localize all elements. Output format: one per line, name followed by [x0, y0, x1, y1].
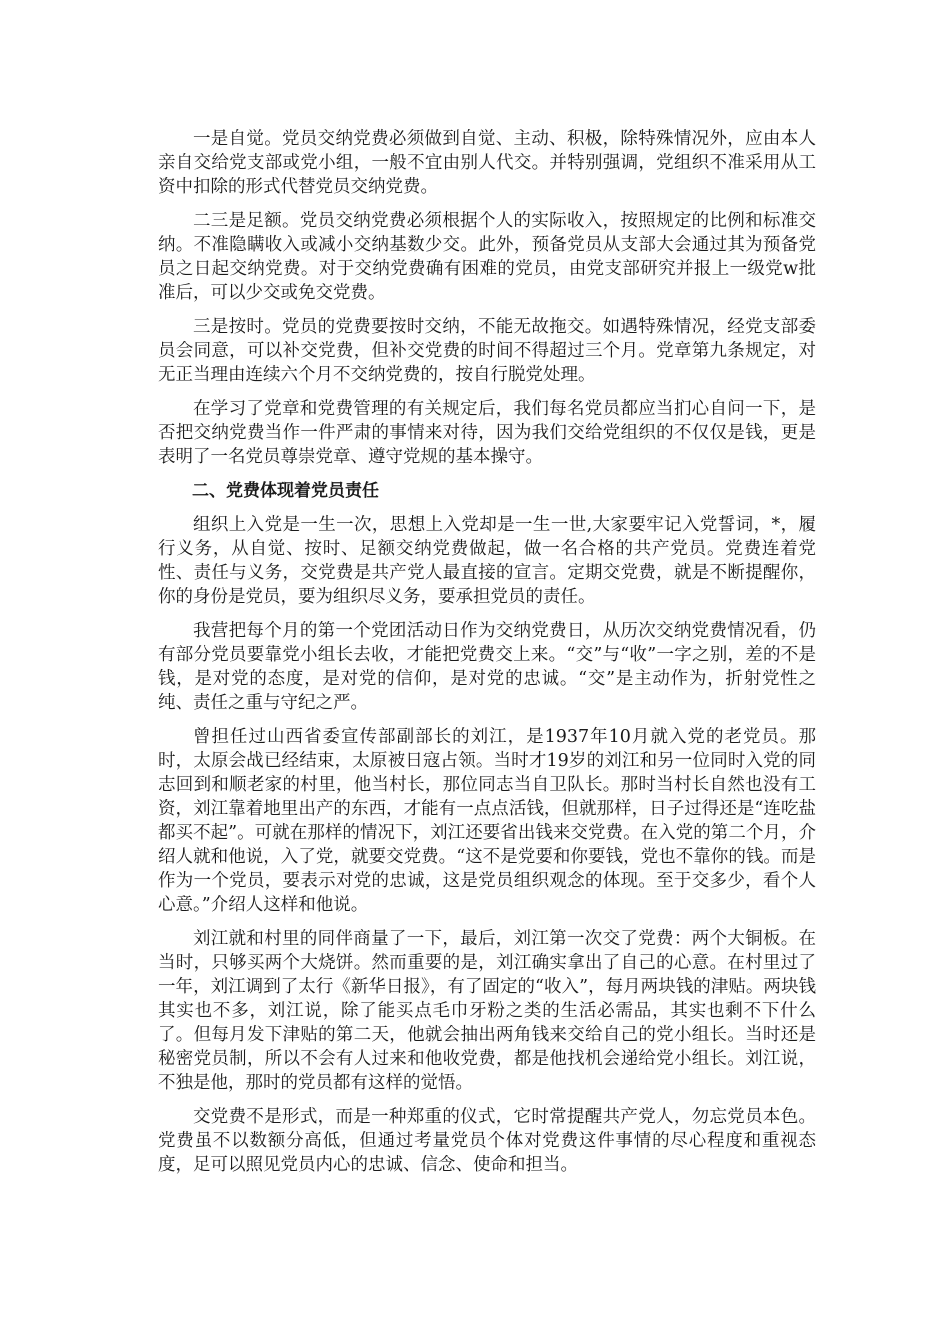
- paragraph-liu-jiang-copper: 刘江就和村里的同伴商量了一下，最后，刘江第一次交了党费：两个大铜板。在当时，只够买两个大烧饼。然而重要的是，刘江确实拿出了自己的心意。在村里过了一年，刘江调到了太行《新华日报》，有了固定的“收入”，每月两块钱的津贴。两块钱其实也不多，刘江说，除了能买点毛巾牙粉之类的生活必需品，其实也剩不下什么了。但每月发下津贴的第二天，他就会抽出两角钱来交给自己的党小组长。当时还是秘密党员制，所以不会有人过来和他收党费，都是他找机会递给党小组长。刘江说，不独是他，那时的党员都有这样的觉悟。: [158, 929, 816, 1093]
- paragraph-liu-jiang-story: 曾担任过山西省委宣传部副部长的刘江，是1937年10月就入党的老党员。那时，太原会战已经结束，太原被日寇占领。当时才19岁的刘江和另一位同时入党的同志回到和顺老家的村里，他当村长，那位同志当自卫队长。那时当村长自然也没有工资，刘江靠着地里出产的东西，才能有一点点活钱，但就那样，日子过得还是“连吃盐都买不起”。可就在那样的情况下，刘江还要省出钱来交党费。在入党的第二个月，介绍人就和他说，入了党，就要交党费。“这不是党要和你要钱，党也不靠你的钱。而是作为一个党员，要表示对党的忠诚，这是党员组织观念的体现。至于交多少，看个人心意。”介绍人这样和他说。: [158, 727, 816, 915]
- paragraph-self-conscious: 一是自觉。党员交纳党费必须做到自觉、主动、积极，除特殊情况外，应由本人亲自交给党支部或党小组，一般不宜由别人代交。并特别强调，党组织不准采用从工资中扣除的形式代替党员交纳党费。: [158, 129, 816, 197]
- paragraph-full-amount: 二三是足额。党员交纳党费必须根据个人的实际收入，按照规定的比例和标准交纳。不准隐瞒收入或减小交纳基数少交。此外，预备党员从支部大会通过其为预备党员之日起交纳党费。对于交纳党费确有困难的党员，由党支部研究并报上一级党w批准后，可以少交或免交党费。: [158, 211, 816, 303]
- paragraph-conclusion: 交党费不是形式，而是一种郑重的仪式，它时常提醒共产党人，勿忘党员本色。党费虽不以数额分高低，但通过考量党员个体对党费这件事情的尽心程度和重视态度，足可以照见党员内心的忠诚、信念、使命和担当。: [158, 1107, 816, 1175]
- paragraph-reflection: 在学习了党章和党费管理的有关规定后，我们每名党员都应当扪心自问一下，是否把交纳党费当作一件严肃的事情来对待，因为我们交给党组织的不仅仅是钱，更是表明了一名党员尊崇党章、遵守党规的基本操守。: [158, 399, 816, 467]
- paragraph-on-time: 三是按时。党员的党费要按时交纳，不能无故拖交。如遇特殊情况，经党支部委员会同意，可以补交党费，但补交党费的时间不得超过三个月。党章第九条规定，对无正当理由连续六个月不交纳党费的，按自行脱党处理。: [158, 317, 816, 385]
- paragraph-oath: 组织上入党是一生一次，思想上入党却是一生一世,大家要牢记入党誓词，*，履行义务，从自觉、按时、足额交纳党费做起，做一名合格的共产党员。党费连着党性、责任与义务，交党费是共产党人最直接的宣言。定期交党费，就是不断提醒你，你的身份是党员，要为组织尽义务，要承担党员的责任。: [158, 515, 816, 607]
- paragraph-payment-day: 我营把每个月的第一个党团活动日作为交纳党费日，从历次交纳党费情况看，仍有部分党员要靠党小组长去收，才能把党费交上来。“交”与“收”一字之别，差的不是钱，是对党的态度，是对党的信仰，是对党的忠诚。“交”是主动作为，折射党性之纯、责任之重与守纪之严。: [158, 621, 816, 713]
- section-heading: 二、党费体现着党员责任: [192, 481, 379, 501]
- document-body: [158, 127, 816, 1187]
